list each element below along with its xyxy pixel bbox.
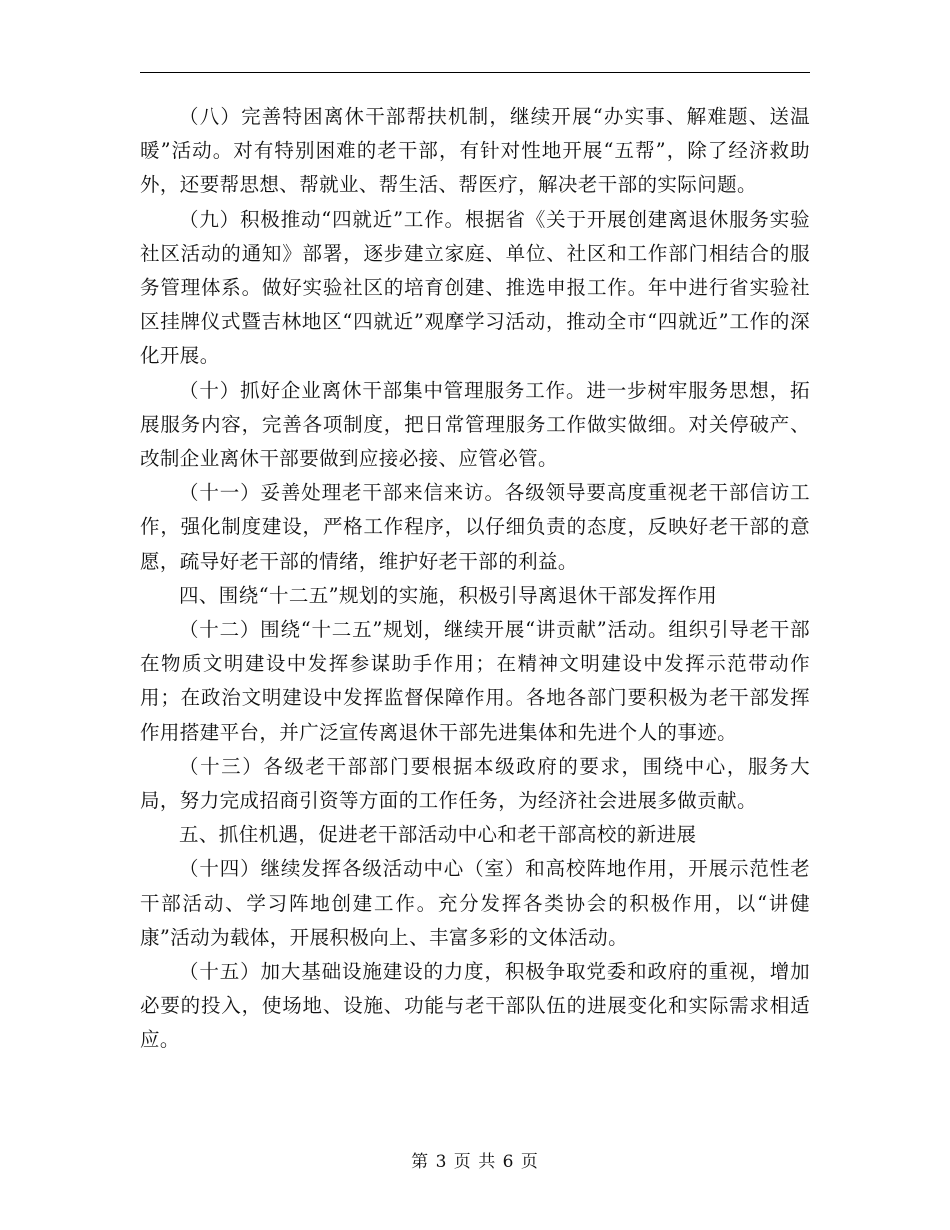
paragraph-9: （九）积极推动“四就近”工作。根据省《关于开展创建离退休服务实验社区活动的通知》部署，逐步建立家庭、单位、社区和工作部门相结合的服务管理体系。做好实验社区的培育创建、推选申报工作。年中进行省实验社区挂牌仪式暨吉林地区“四就近”观摩学习活动，推动全市“四就近”工作的深化开展。 — [140, 207, 810, 368]
paragraph-12: （十二）围绕“十二五”规划，继续开展“讲贡献”活动。组织引导老干部在物质文明建设中发挥参谋助手作用；在精神文明建设中发挥示范带动作用；在政治文明建设中发挥监督保障作用。各地各部门要积极为老干部发挥作用搭建平台，并广泛宣传离退休干部先进集体和先进个人的事迹。 — [140, 618, 810, 744]
document-body — [140, 100, 810, 1058]
header-rule — [140, 72, 810, 73]
paragraph-10: （十）抓好企业离休干部集中管理服务工作。进一步树牢服务思想，拓展服务内容，完善各项制度，把日常管理服务工作做实做细。对关停破产、改制企业离休干部要做到应接必接、应管必管。 — [140, 378, 810, 471]
page-number-footer: 第 3 页 共 6 页 — [411, 1152, 539, 1172]
paragraph-8: （八）完善特困离休干部帮扶机制，继续开展“办实事、解难题、送温暖”活动。对有特别困难的老干部，有针对性地开展“五帮”，除了经济救助外，还要帮思想、帮就业、帮生活、帮医疗，解决老干部的实际问题。 — [140, 105, 810, 197]
section-heading-5: 五、抓住机遇，促进老干部活动中心和老干部高校的新进展 — [179, 823, 697, 847]
paragraph-11: （十一）妥善处理老干部来信来访。各级领导要高度重视老干部信访工作，强化制度建设，严格工作程序，以仔细负责的态度，反映好老干部的意愿，疏导好老干部的情绪，维护好老干部的利益。 — [140, 481, 810, 573]
paragraph-15: （十五）加大基础设施建设的力度，积极争取党委和政府的重视，增加必要的投入，使场地、设施、功能与老干部队伍的进展变化和实际需求相适应。 — [140, 960, 810, 1052]
paragraph-14: （十四）继续发挥各级活动中心（室）和高校阵地作用，开展示范性老干部活动、学习阵地创建工作。充分发挥各类协会的积极作用，以“讲健康”活动为载体，开展积极向上、丰富多彩的文体活动。 — [140, 857, 810, 949]
section-heading-4: 四、围绕“十二五”规划的实施，积极引导离退休干部发挥作用 — [179, 583, 718, 607]
paragraph-13: （十三）各级老干部部门要根据本级政府的要求，围绕中心，服务大局，努力完成招商引资等方面的工作任务，为经济社会进展多做贡献。 — [140, 754, 810, 813]
